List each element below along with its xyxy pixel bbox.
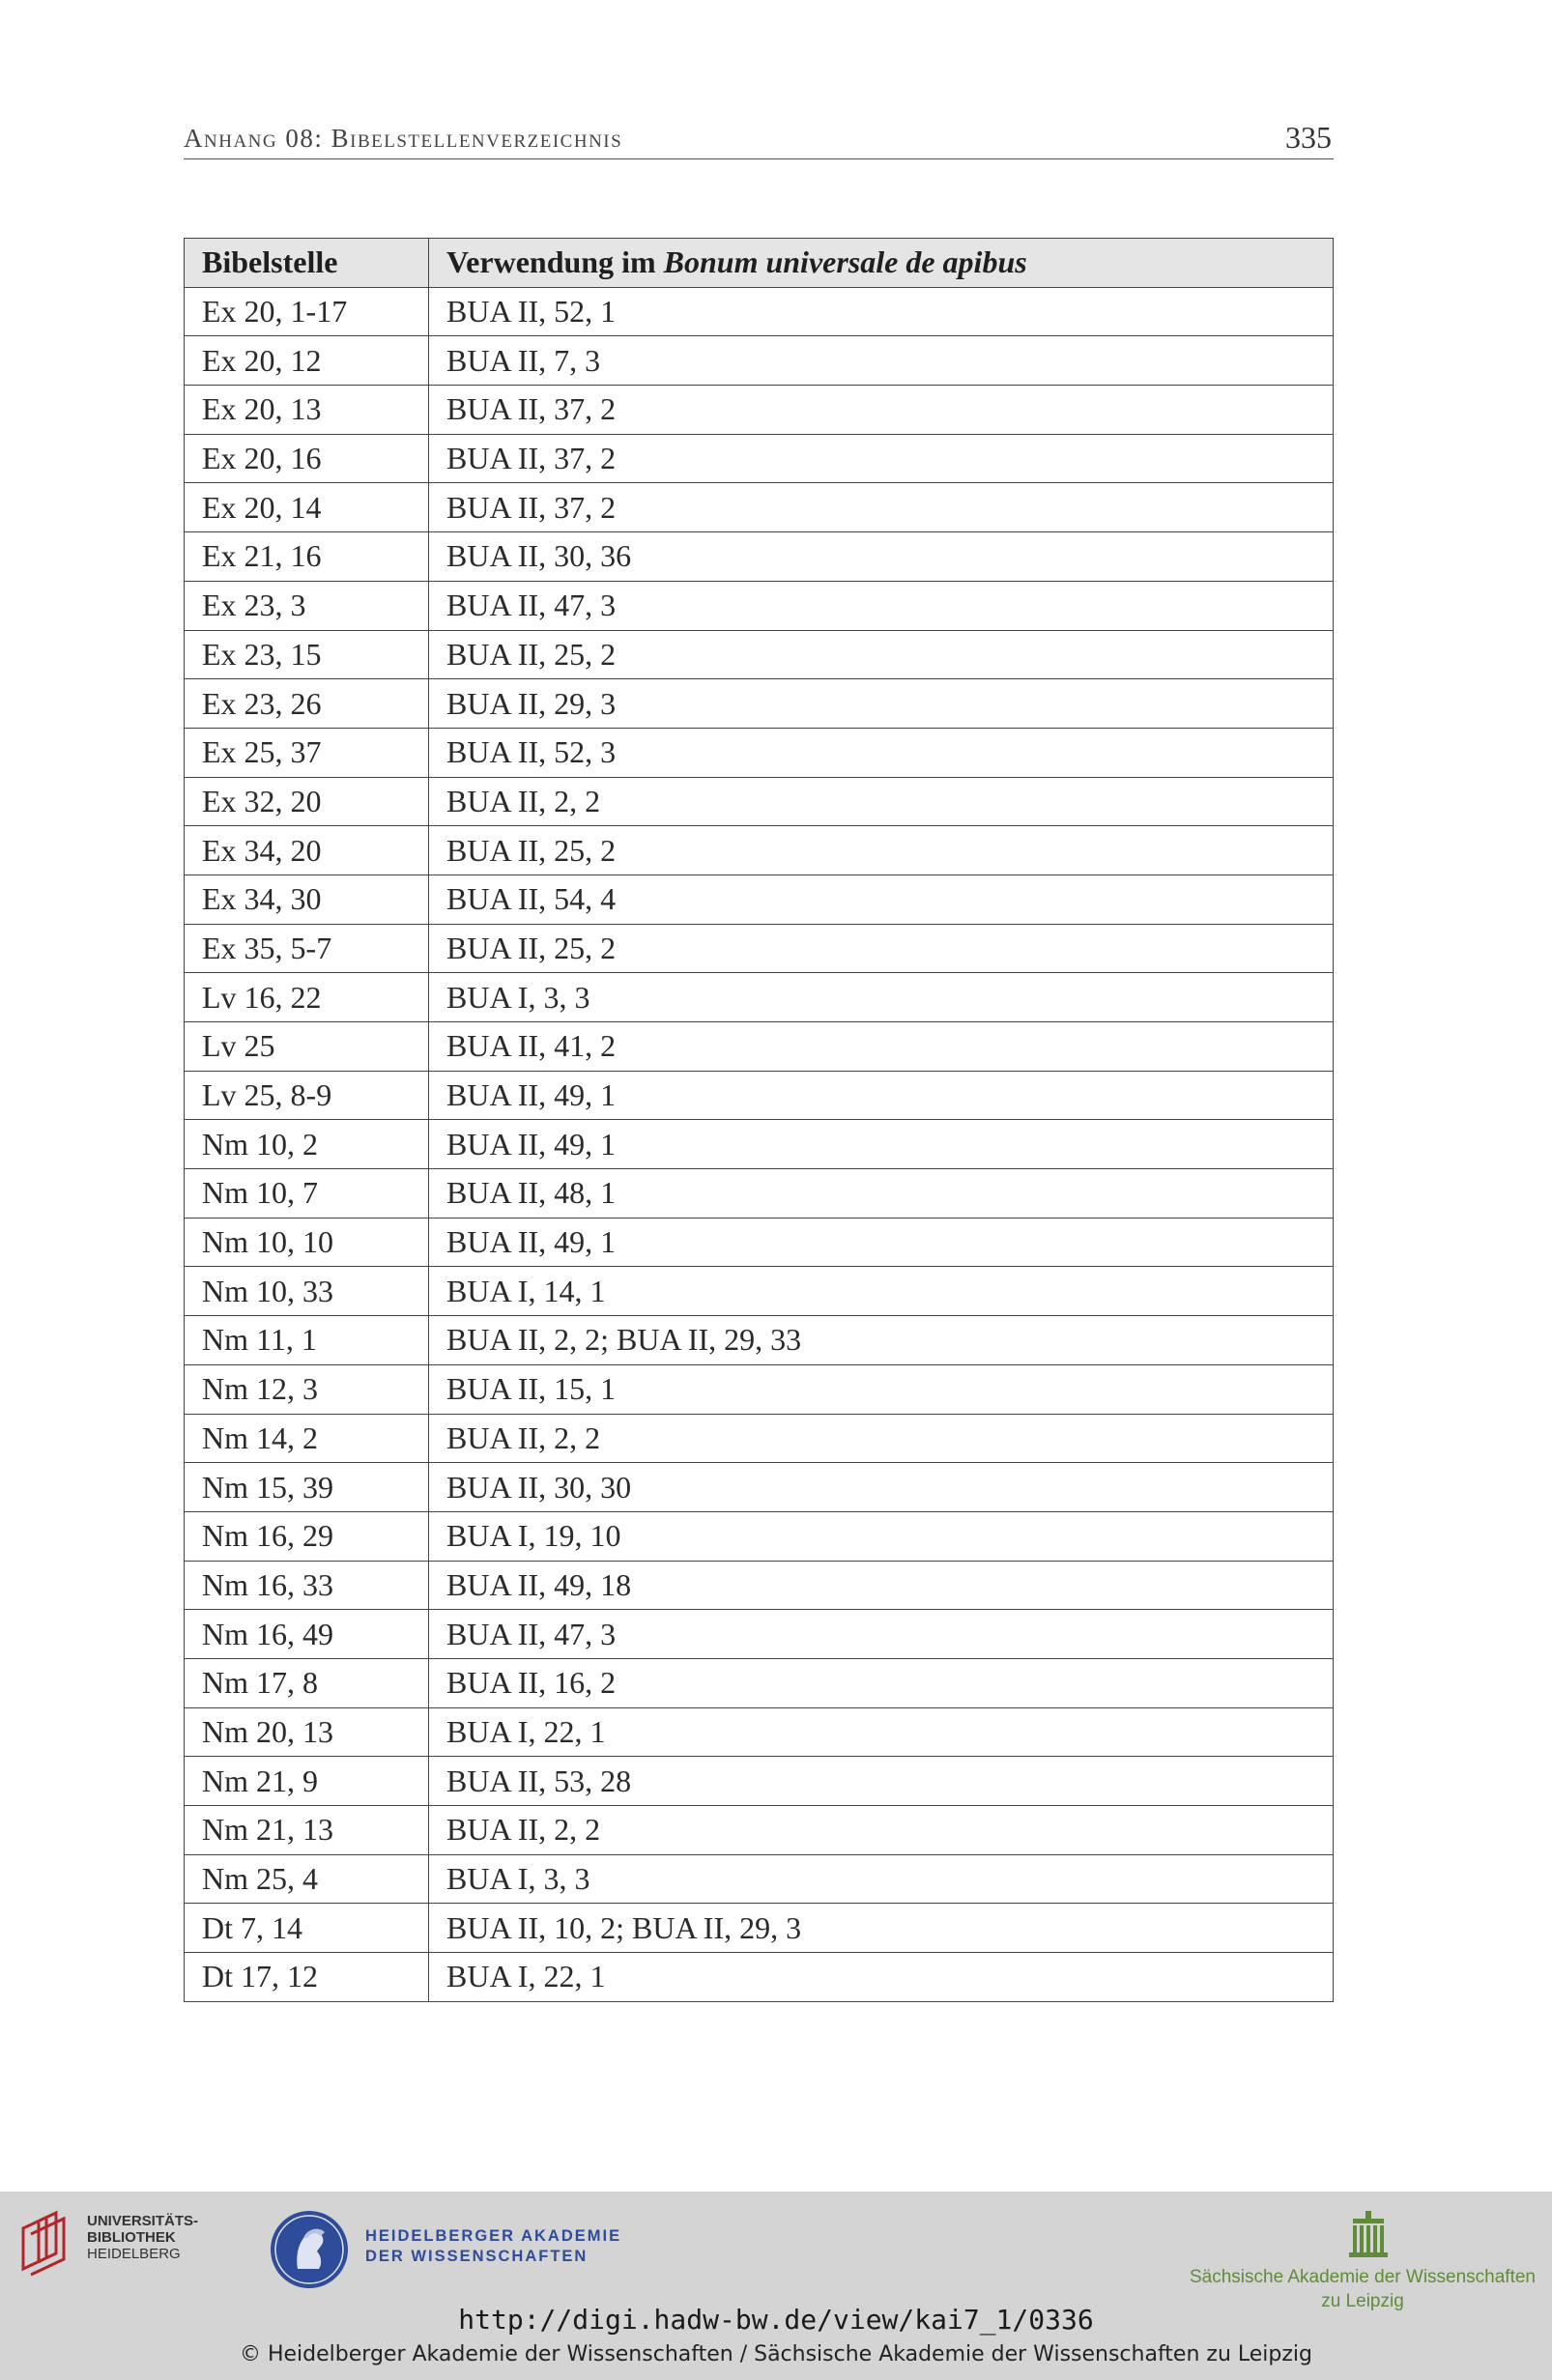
table-row <box>185 532 1334 582</box>
bible-reference-cell: Lv 16, 22 <box>185 973 429 1022</box>
table-row <box>185 1267 1334 1316</box>
bua-usage-cell: BUA II, 25, 2 <box>429 924 1334 973</box>
bua-usage-cell: BUA I, 14, 1 <box>429 1267 1334 1316</box>
hadw-name <box>365 2226 621 2267</box>
bible-reference-cell: Nm 16, 49 <box>185 1610 429 1659</box>
copyright-notice: © Heidelberger Akademie der Wissenschaften / Sächsische Akademie der Wissenschaften zu Leipzig <box>239 2342 1312 2366</box>
table-row <box>185 336 1334 386</box>
bua-usage-cell: BUA II, 37, 2 <box>429 386 1334 435</box>
bible-reference-cell: Lv 25, 8-9 <box>185 1071 429 1120</box>
bible-reference-cell: Nm 21, 13 <box>185 1806 429 1855</box>
table-row <box>185 1658 1334 1707</box>
bible-reference-cell: Nm 25, 4 <box>185 1854 429 1904</box>
hadw-athena-emblem-icon[interactable] <box>269 2209 350 2290</box>
bible-reference-cell: Ex 35, 5-7 <box>185 924 429 973</box>
table-row <box>185 1854 1334 1904</box>
bible-reference-cell: Nm 14, 2 <box>185 1414 429 1463</box>
hadw-name-line2: DER WISSENSCHAFTEN <box>365 2248 589 2265</box>
bible-reference-cell: Nm 20, 13 <box>185 1707 429 1757</box>
bua-usage-cell: BUA II, 41, 2 <box>429 1022 1334 1072</box>
bua-usage-cell: BUA I, 22, 1 <box>429 1707 1334 1757</box>
bua-usage-cell: BUA II, 2, 2 <box>429 777 1334 826</box>
bible-reference-cell: Dt 7, 14 <box>185 1904 429 1953</box>
bua-usage-cell: BUA II, 54, 4 <box>429 875 1334 924</box>
bible-reference-cell: Ex 20, 16 <box>185 434 429 483</box>
table-body <box>185 287 1334 2001</box>
table-row <box>185 1511 1334 1561</box>
table-row <box>185 1904 1334 1953</box>
saw-building-emblem-icon[interactable] <box>1349 2211 1388 2257</box>
bua-usage-cell: BUA I, 19, 10 <box>429 1511 1334 1561</box>
ub-name-line2: BIBLIOTHEK <box>87 2229 176 2246</box>
table-header-row <box>185 239 1334 288</box>
bua-usage-cell: BUA II, 10, 2; BUA II, 29, 3 <box>429 1904 1334 1953</box>
bible-reference-cell: Nm 16, 33 <box>185 1561 429 1610</box>
bua-usage-cell: BUA II, 25, 2 <box>429 630 1334 679</box>
bible-reference-cell: Nm 12, 3 <box>185 1364 429 1414</box>
bible-reference-cell: Nm 17, 8 <box>185 1658 429 1707</box>
bua-usage-cell: BUA II, 7, 3 <box>429 336 1334 386</box>
column-header-usage-prefix: Verwendung im <box>446 244 664 280</box>
bua-usage-cell: BUA I, 22, 1 <box>429 1953 1334 2002</box>
table-row <box>185 1953 1334 2002</box>
bua-usage-cell: BUA II, 37, 2 <box>429 483 1334 532</box>
digitization-footer <box>0 2192 1552 2380</box>
bua-usage-cell: BUA I, 3, 3 <box>429 1854 1334 1904</box>
bua-usage-cell: BUA II, 30, 30 <box>429 1463 1334 1512</box>
bible-reference-cell: Ex 34, 30 <box>185 875 429 924</box>
table-row <box>185 1757 1334 1806</box>
bible-reference-cell: Ex 23, 3 <box>185 581 429 630</box>
table-row <box>185 875 1334 924</box>
bible-reference-cell: Dt 17, 12 <box>185 1953 429 2002</box>
bible-reference-cell: Lv 25 <box>185 1022 429 1072</box>
saw-name-line2: zu Leipzig <box>1321 2291 1404 2311</box>
table-row <box>185 679 1334 729</box>
table-row <box>185 924 1334 973</box>
table-row <box>185 1463 1334 1512</box>
table-row <box>185 1071 1334 1120</box>
bua-usage-cell: BUA I, 3, 3 <box>429 973 1334 1022</box>
bua-usage-cell: BUA II, 2, 2; BUA II, 29, 33 <box>429 1316 1334 1365</box>
table-row <box>185 826 1334 875</box>
bible-reference-cell: Ex 23, 15 <box>185 630 429 679</box>
table-row <box>185 630 1334 679</box>
bible-reference-cell: Ex 20, 1-17 <box>185 287 429 336</box>
bua-usage-cell: BUA II, 49, 1 <box>429 1071 1334 1120</box>
bible-reference-cell: Nm 10, 7 <box>185 1169 429 1219</box>
table-row <box>185 777 1334 826</box>
running-head-title: Anhang 08: Bibelstellenverzeichnis <box>184 124 623 153</box>
bible-reference-cell: Ex 20, 12 <box>185 336 429 386</box>
bible-reference-cell: Nm 10, 33 <box>185 1267 429 1316</box>
bua-usage-cell: BUA II, 2, 2 <box>429 1414 1334 1463</box>
page-number: 335 <box>1285 120 1332 155</box>
table-row <box>185 1806 1334 1855</box>
table-row <box>185 434 1334 483</box>
bua-usage-cell: BUA II, 29, 3 <box>429 679 1334 729</box>
table-row <box>185 386 1334 435</box>
running-head <box>184 120 1334 159</box>
ub-heidelberg-name <box>87 2213 198 2262</box>
table-row <box>185 1218 1334 1267</box>
bible-reference-cell: Ex 20, 14 <box>185 483 429 532</box>
column-header-usage-title: Bonum universale de apibus <box>663 244 1027 280</box>
column-header-reference: Bibelstelle <box>185 239 429 288</box>
bua-usage-cell: BUA II, 52, 1 <box>429 287 1334 336</box>
bible-reference-cell: Ex 20, 13 <box>185 386 429 435</box>
table-row <box>185 973 1334 1022</box>
bible-reference-cell: Ex 25, 37 <box>185 728 429 777</box>
hadw-name-line1: HEIDELBERGER AKADEMIE <box>365 2227 622 2245</box>
ub-heidelberg-logo[interactable] <box>17 2209 211 2277</box>
table-row <box>185 1022 1334 1072</box>
table-row <box>185 287 1334 336</box>
table-row <box>185 1610 1334 1659</box>
bible-reference-cell: Nm 16, 29 <box>185 1511 429 1561</box>
table-row <box>185 1316 1334 1365</box>
table-row <box>185 1561 1334 1610</box>
bible-reference-cell: Ex 32, 20 <box>185 777 429 826</box>
permalink-url[interactable]: http://digi.hadw-bw.de/view/kai7_1/0336 <box>458 2304 1094 2336</box>
bible-references-table <box>184 238 1334 2002</box>
table-row <box>185 1707 1334 1757</box>
table-row <box>185 1169 1334 1219</box>
bua-usage-cell: BUA II, 48, 1 <box>429 1169 1334 1219</box>
table-row <box>185 1120 1334 1169</box>
bua-usage-cell: BUA II, 15, 1 <box>429 1364 1334 1414</box>
bible-reference-cell: Nm 15, 39 <box>185 1463 429 1512</box>
bua-usage-cell: BUA II, 25, 2 <box>429 826 1334 875</box>
bua-usage-cell: BUA II, 2, 2 <box>429 1806 1334 1855</box>
bua-usage-cell: BUA II, 16, 2 <box>429 1658 1334 1707</box>
table-row <box>185 483 1334 532</box>
table-row <box>185 1364 1334 1414</box>
bua-usage-cell: BUA II, 49, 1 <box>429 1120 1334 1169</box>
saw-name-line1: Sächsische Akademie der Wissenschaften <box>1189 2267 1536 2287</box>
bua-usage-cell: BUA II, 52, 3 <box>429 728 1334 777</box>
ub-name-line3: HEIDELBERG <box>87 2246 181 2262</box>
column-header-usage <box>429 239 1334 288</box>
bua-usage-cell: BUA II, 53, 28 <box>429 1757 1334 1806</box>
table-row <box>185 1414 1334 1463</box>
ub-name-line1: UNIVERSITÄTS- <box>87 2213 199 2229</box>
bua-usage-cell: BUA II, 37, 2 <box>429 434 1334 483</box>
table-row <box>185 728 1334 777</box>
bua-usage-cell: BUA II, 49, 18 <box>429 1561 1334 1610</box>
table-row <box>185 581 1334 630</box>
bua-usage-cell: BUA II, 47, 3 <box>429 581 1334 630</box>
bua-usage-cell: BUA II, 47, 3 <box>429 1610 1334 1659</box>
bible-reference-cell: Ex 23, 26 <box>185 679 429 729</box>
bible-reference-cell: Nm 10, 10 <box>185 1218 429 1267</box>
bible-reference-cell: Ex 21, 16 <box>185 532 429 582</box>
bible-reference-cell: Nm 10, 2 <box>185 1120 429 1169</box>
bua-usage-cell: BUA II, 30, 36 <box>429 532 1334 582</box>
bua-usage-cell: BUA II, 49, 1 <box>429 1218 1334 1267</box>
bible-reference-cell: Nm 21, 9 <box>185 1757 429 1806</box>
ub-book-logo-icon <box>17 2209 77 2277</box>
bible-reference-cell: Nm 11, 1 <box>185 1316 429 1365</box>
bible-reference-cell: Ex 34, 20 <box>185 826 429 875</box>
